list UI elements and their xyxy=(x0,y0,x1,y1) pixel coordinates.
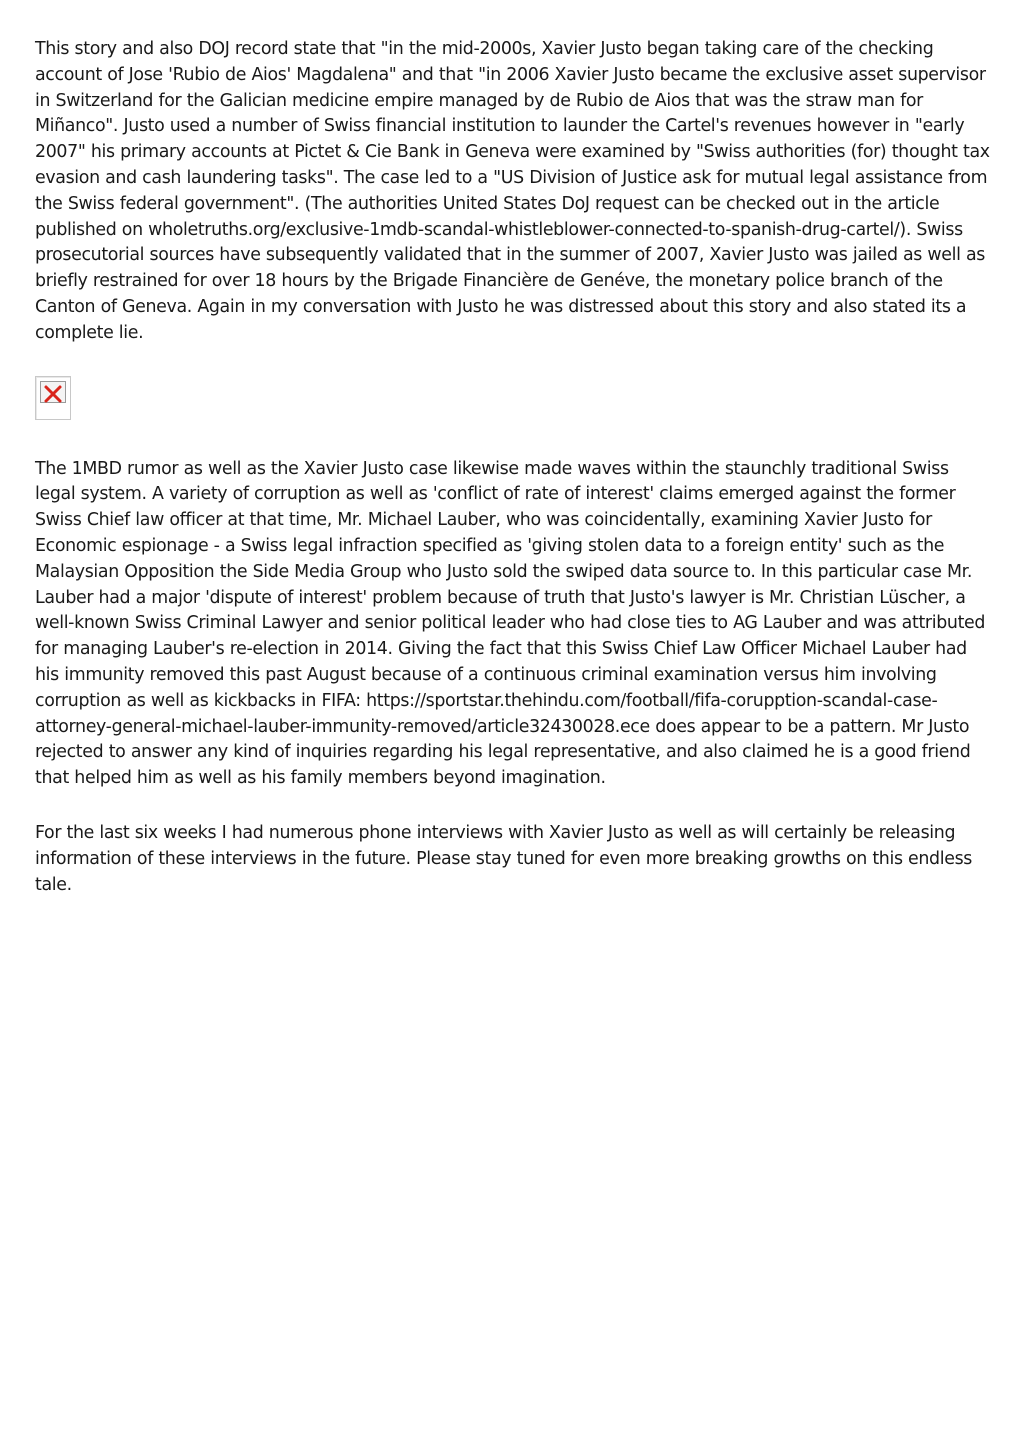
broken-image-icon xyxy=(42,383,64,405)
article-body xyxy=(35,37,993,898)
paragraph-3: For the last six weeks I had numerous phone interviews with Xavier Justo as well as will certainly be releasing information of these interviews in the future. Please stay tuned for even more breaking growths on this endless tale. xyxy=(35,822,972,895)
paragraph-1: This story and also DOJ record state that "in the mid-2000s, Xavier Justo began taking care of the checking account of Jose 'Rubio de Aios' Magdalena" and that "in 2006 Xavier Justo became the exclusive asset supervisor in Switzerland for the Galician medicine empire managed by de Rubio de Aios that was the straw man for Miñanco". Justo used a number of Swiss financial institution to launder the Cartel's revenues however in "early 2007" his primary accounts at Pictet & Cie Bank in Geneva were examined by "Swiss authorities (for) thought tax evasion and cash laundering tasks". The case led to a "US Division of Justice ask for mutual legal assistance from the Swiss federal government". (The authorities United States DoJ request can be checked out in the article published on wholetruths.org/exclusive-1mdb-scandal-whistleblower-connected-to-spanish-drug-cartel/). Swiss prosecutorial sources have subsequently validated that in the summer of 2007, Xavier Justo was jailed as well as briefly restrained for over 18 hours by the Brigade Financière de Genéve, the monetary police branch of the Canton of Geneva. Again in my conversation with Justo he was distressed about this story and also stated its a complete lie. xyxy=(35,39,990,343)
broken-image-placeholder xyxy=(35,376,71,420)
paragraph-2: The 1MBD rumor as well as the Xavier Justo case likewise made waves within the staunchly traditional Swiss legal system. A variety of corruption as well as 'conflict of rate of interest' claims emerged against the former Swiss Chief law officer at that time, Mr. Michael Lauber, who was coincidentally, examining Xavier Justo for Economic espionage - a Swiss legal infraction specified as 'giving stolen data to a foreign entity' such as the Malaysian Opposition the Side Media Group who Justo sold the swiped data source to. In this particular case Mr. Lauber had a major 'dispute of interest' problem because of truth that Justo's lawyer is Mr. Christian Lüscher, a well-known Swiss Criminal Lawyer and senior political leader who had close ties to AG Lauber and was attributed for managing Lauber's re-election in 2014. Giving the fact that this Swiss Chief Law Officer Michael Lauber had his immunity removed this past August because of a continuous criminal examination versus him involving corruption as well as kickbacks in FIFA: https://sportstar.thehindu.com/football/fifa-corupption-scandal-case-attorney-general-michael-lauber-immunity-removed/article32430028.ece does appear to be a pattern. Mr Justo rejected to answer any kind of inquiries regarding his legal representative, and also claimed he is a good friend that helped him as well as his family members beyond imagination. xyxy=(35,458,986,789)
